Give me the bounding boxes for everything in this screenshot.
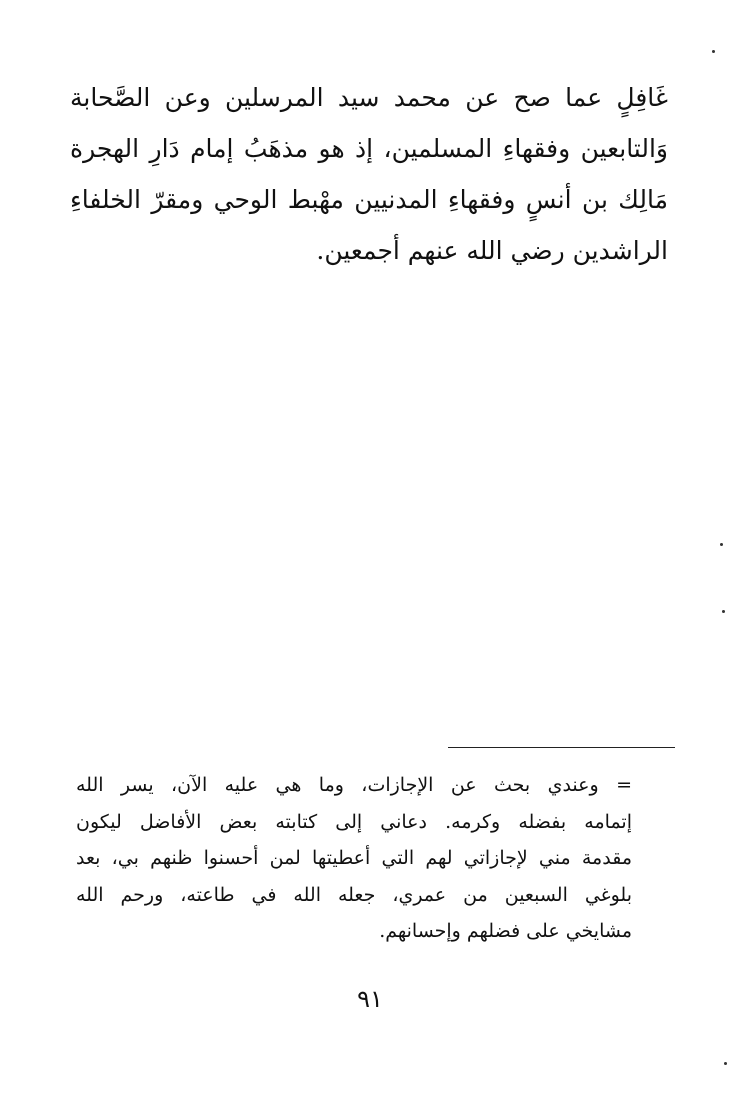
- footnote-line-2: إتمامه بفضله وكرمه. دعاني إلى كتابته بعض الأفاضل ليكون: [76, 810, 632, 833]
- scan-edge-dot: [720, 543, 723, 546]
- footnote: [76, 767, 632, 950]
- main-line-2: وَالتابعين وفقهاءِ المسلمين، إذ هو مذهَبُ إمام دَارِ الهجرة: [70, 134, 668, 163]
- scan-edge-dot: [722, 610, 725, 613]
- scan-edge-dot: [712, 50, 715, 53]
- scan-edge-dot: [724, 1062, 727, 1065]
- footnote-line-3: مقدمة مني لإجازاتي لهم التي أعطيتها لمن أحسنوا ظنهم بي، بعد: [76, 847, 632, 869]
- main-paragraph: [70, 72, 668, 276]
- footnote-line-1: = وعندي بحث عن الإجازات، وما هي عليه الآن، يسر الله: [76, 774, 632, 796]
- main-line-4: الراشدين رضي الله عنهم أجمعين.: [316, 236, 668, 265]
- main-line-1: غَافِلٍ عما صح عن محمد سيد المرسلين وعن الصَّحابة: [70, 83, 668, 112]
- footnote-line-5: مشايخي على فضلهم وإحسانهم.: [379, 920, 632, 942]
- footnote-line-4: بلوغي السبعين من عمري، جعله الله في طاعته، ورحم الله: [76, 883, 632, 906]
- main-line-3: مَالِك بن أنسٍ وفقهاءِ المدنيين مهْبط الوحي ومقرّ الخلفاءِ: [70, 185, 668, 214]
- footnote-separator: [448, 747, 675, 748]
- page-number: ٩١: [357, 985, 383, 1013]
